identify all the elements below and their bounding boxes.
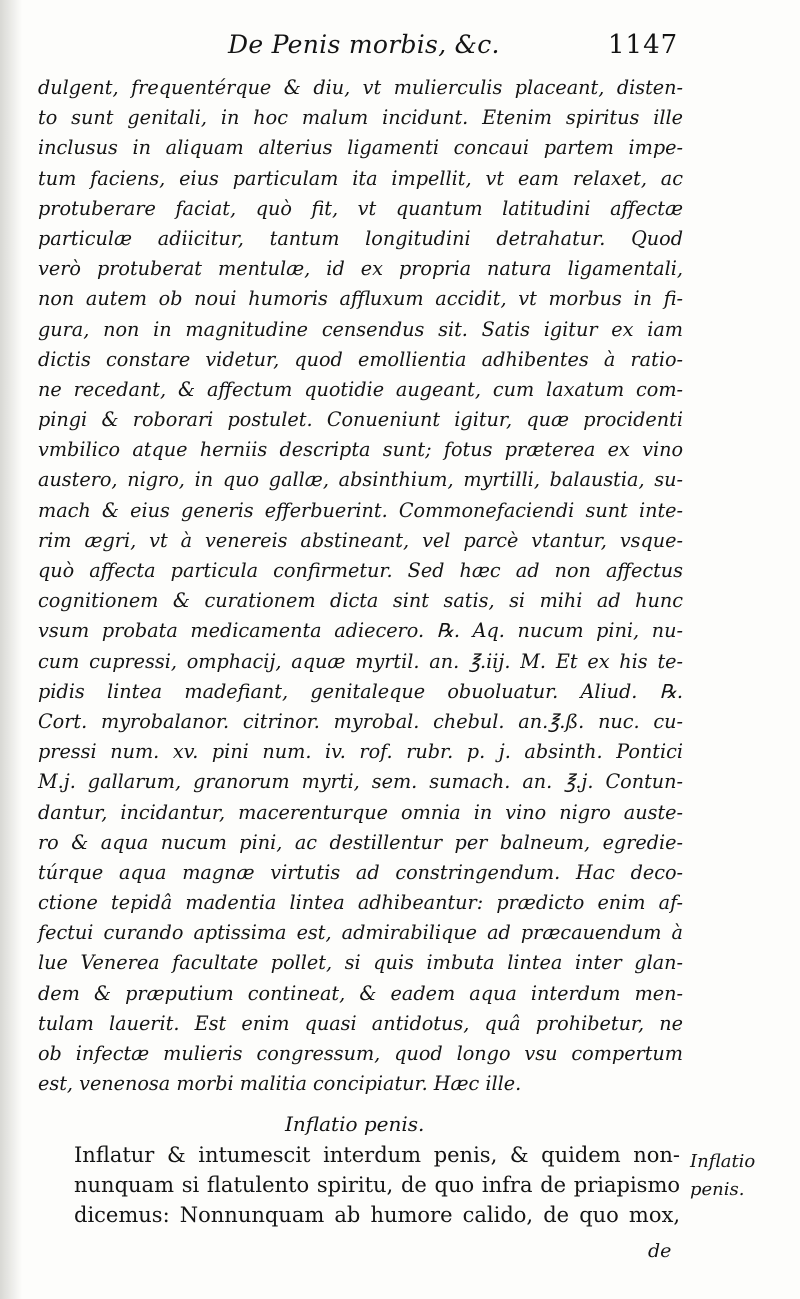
- text-line: dantur, incidantur, macerenturque omnia in vino nigro auste-: [38, 800, 683, 824]
- text-line: vmbilico atque herniis descripta sunt; fotus præterea ex vino: [38, 438, 683, 462]
- running-head: De Penis morbis, &c.: [228, 30, 500, 59]
- text-line: dulgent, frequentérque & diu, vt mulierculis placeant, disten-: [38, 76, 683, 99]
- text-line: cum cupressi, omphacij, aquæ myrtil. an. ℥.iij. M. Et ex his te-: [38, 649, 683, 673]
- section-title: Inflatio penis.: [285, 1112, 425, 1136]
- text-line: vsum probata medicamenta adiecero. ℞. Aq. nucum pini, nu-: [38, 619, 683, 643]
- gutter-shadow: [0, 0, 22, 1299]
- page-number: 1147: [608, 30, 679, 60]
- text-line: est, venenosa morbi malitia concipiatur. Hæc ille.: [38, 1072, 522, 1096]
- text-line: particulæ adiicitur, tantum longitudini detrahatur. Quod: [38, 226, 683, 250]
- text-line: dicemus: Nonnunquam ab humore calido, de quo mox,: [74, 1203, 680, 1227]
- text-line: pidis lintea madefiant, genitaleque obuoluatur. Aliud. ℞.: [38, 679, 683, 703]
- text-line: inclusus in aliquam alterius ligamenti concaui partem impe-: [38, 136, 683, 160]
- text-line: mach & eius generis efferbuerint. Commonefaciendi sunt inte-: [38, 498, 683, 522]
- text-line: ro & aqua nucum pini, ac destillentur per balneum, egredie-: [38, 830, 683, 854]
- text-line: fectui curando aptissima est, admirabilique ad præcauendum à: [38, 921, 683, 945]
- text-line: lue Venerea facultate pollet, si quis imbuta lintea inter glan-: [38, 951, 683, 975]
- text-line: verò protuberat mentulæ, id ex propria natura ligamentali,: [38, 257, 683, 281]
- text-line: tum faciens, eius particulam ita impellit, vt eam relaxet, ac: [38, 166, 683, 190]
- marginal-note: penis.: [690, 1179, 745, 1200]
- text-line: dictis constare videtur, quod emollientia adhibentes à ratio-: [38, 347, 683, 371]
- catchword: de: [648, 1240, 672, 1262]
- text-line: pressi num. xv. pini num. iv. rof. rubr. p. j. absinth. Pontici: [38, 740, 683, 764]
- text-line: austero, nigro, in quo gallæ, absinthium, myrtilli, balaustia, su-: [38, 468, 683, 492]
- text-line: ne recedant, & affectum quotidie augeant, cum laxatum com-: [38, 377, 683, 401]
- text-line: quò affecta particula confirmetur. Sed hæc ad non affectus: [38, 559, 683, 582]
- text-line: pingi & roborari postulet. Conueniunt igitur, quæ procidenti: [38, 408, 683, 432]
- text-line: Cort. myrobalanor. citrinor. myrobal. chebul. an.℥.ß. nuc. cu-: [38, 709, 683, 733]
- text-line: M.j. gallarum, granorum myrti, sem. sumach. an. ℥.j. Contun-: [38, 770, 683, 794]
- text-line: rim ægri, vt à venereis abstineant, vel parcè vtantur, vsque-: [38, 528, 683, 552]
- text-line: ob infectæ mulieris congressum, quod longo vsu compertum: [38, 1042, 683, 1065]
- text-line: to sunt genitali, in hoc malum incidunt. Etenim spiritus ille: [38, 106, 683, 130]
- text-line: nunquam si flatulento spiritu, de quo infra de priapismo: [74, 1173, 680, 1197]
- text-line: non autem ob noui humoris affluxum accidit, vt morbus in fi-: [38, 287, 683, 311]
- text-line: tulam lauerit. Est enim quasi antidotus, quâ prohibetur, ne: [38, 1011, 683, 1035]
- text-line: cognitionem & curationem dicta sint satis, si mihi ad hunc: [38, 589, 683, 613]
- text-line: protuberare faciat, quò fit, vt quantum latitudini affectæ: [38, 196, 683, 220]
- text-line: Inflatur & intumescit interdum penis, & quidem non-: [74, 1143, 680, 1167]
- roman-text-block: [74, 1140, 680, 1230]
- marginal-note: Inflatio: [690, 1151, 756, 1172]
- text-line: dem & præputium contineat, & eadem aqua interdum men-: [38, 981, 683, 1005]
- text-line: túrque aqua magnæ virtutis ad constringendum. Hac deco-: [38, 860, 683, 884]
- text-line: gura, non in magnitudine censendus sit. Satis igitur ex iam: [38, 317, 683, 341]
- italic-text-block: [38, 73, 683, 1099]
- text-line: ctione tepidâ madentia lintea adhibeantur: prædicto enim af-: [38, 891, 683, 915]
